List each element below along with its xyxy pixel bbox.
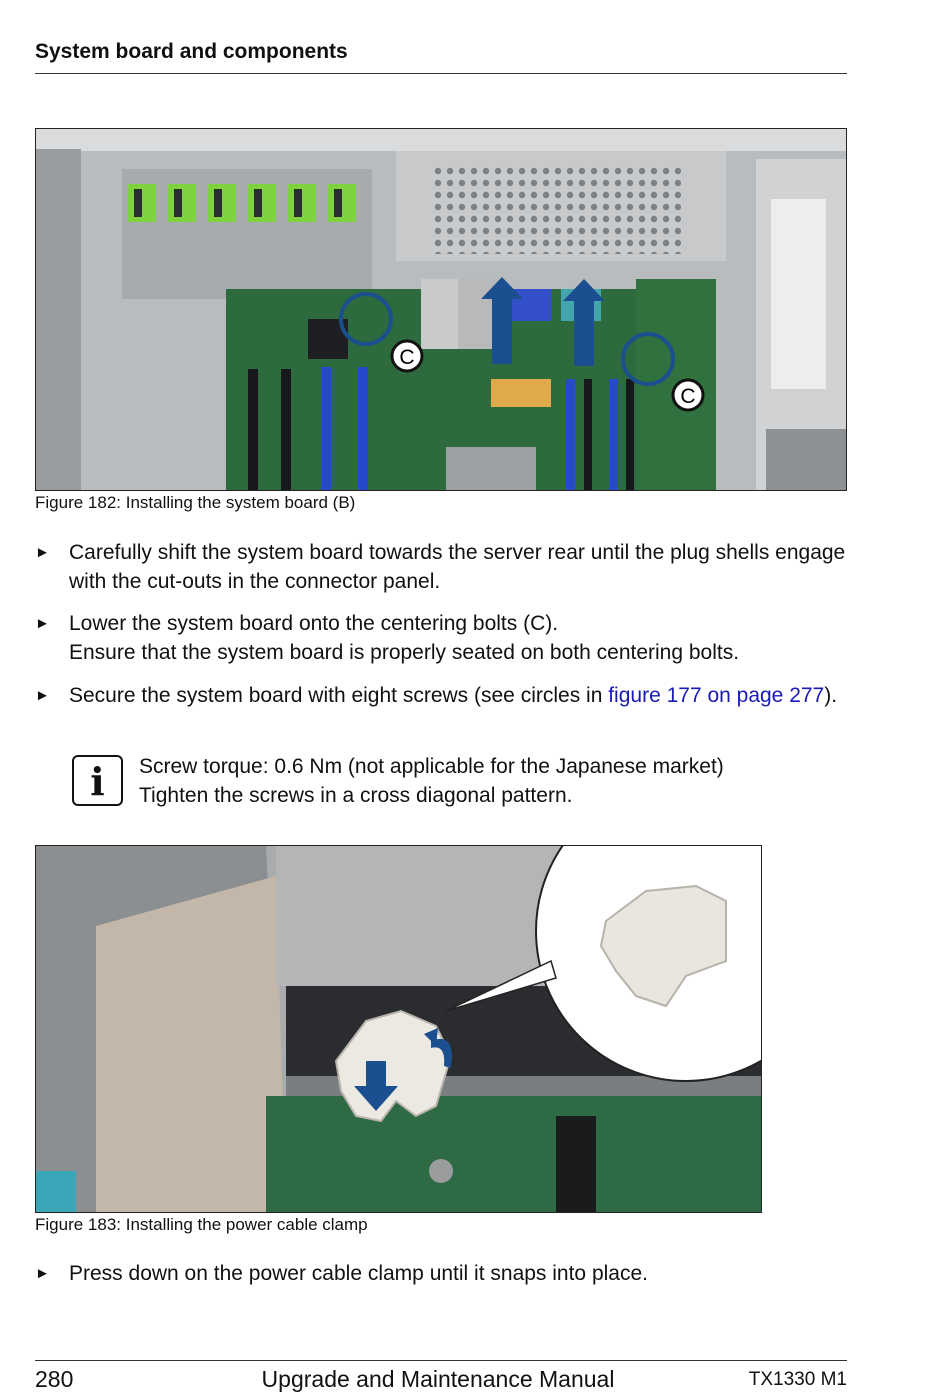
figure-177-link[interactable]: figure 177 on page 277 (608, 684, 825, 707)
step-text-line2: Ensure that the system board is properly seated on both centering bolts. (69, 641, 740, 664)
page-header-title: System board and components (35, 40, 348, 63)
step-lower-board (35, 609, 850, 667)
info-icon: i (72, 755, 123, 806)
step-press-clamp (35, 1259, 850, 1288)
model-name: TX1330 M1 (748, 1369, 847, 1390)
figure-183-caption: Figure 183: Installing the power cable clamp (35, 1215, 368, 1234)
callout-c-right: C (680, 385, 696, 408)
figure-182-caption: Figure 182: Installing the system board (B) (35, 493, 356, 512)
figure-182-photo (35, 128, 847, 491)
step-text: Carefully shift the system board towards the server rear until the plug shells engage with the cut-outs in the connector panel. (69, 541, 846, 593)
footer-rule (35, 1360, 847, 1361)
power-cable-clamp-photo (36, 846, 761, 1212)
bullet-arrow-icon: ► (35, 615, 50, 632)
page-number: 280 (35, 1366, 74, 1392)
step-text-line1: Lower the system board onto the centering bolts (C). (69, 612, 559, 635)
step-text: Press down on the power cable clamp until it snaps into place. (69, 1262, 648, 1285)
note-line2: Tighten the screws in a cross diagonal pattern. (139, 784, 573, 807)
step-shift-board (35, 538, 850, 596)
bullet-arrow-icon: ► (35, 544, 50, 561)
figure-183-photo (35, 845, 762, 1213)
manual-title: Upgrade and Maintenance Manual (261, 1366, 615, 1392)
bullet-arrow-icon: ► (35, 687, 50, 704)
system-board-photo (36, 129, 846, 490)
bullet-arrow-icon: ► (35, 1265, 50, 1282)
header-rule (35, 73, 847, 74)
note-line1: Screw torque: 0.6 Nm (not applicable for the Japanese market) (139, 755, 724, 778)
step-text: Secure the system board with eight screws (see circles in (69, 684, 609, 707)
callout-c-left: C (399, 346, 415, 369)
step-secure-screws (35, 681, 850, 710)
step-text-end: ). (824, 684, 838, 707)
